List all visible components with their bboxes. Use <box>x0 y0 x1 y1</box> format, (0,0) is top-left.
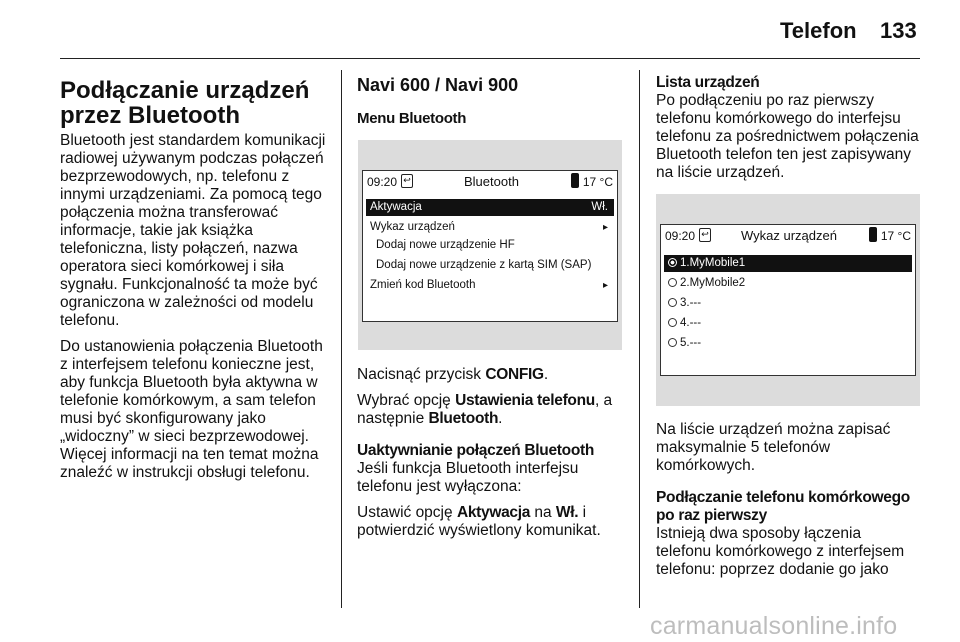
menu-item-change-code[interactable] <box>366 277 614 294</box>
heading-device-list: Lista urządzeń <box>656 74 760 91</box>
watermark: carmanualsonline.info <box>650 612 898 640</box>
menu-item-label: Dodaj nowe urządzenie HF <box>376 239 515 251</box>
screen-title: Wykaz urządzeń <box>741 228 837 243</box>
screenshot-device-list <box>656 194 920 406</box>
column-divider-2 <box>639 70 640 608</box>
heading-bluetooth-connection: Podłączanie urządzeń przez Bluetooth <box>60 77 310 129</box>
paragraph: Bluetooth jest standardem komunikacji radiowej używanym podczas połączeń bezprzewodowych, np. telefonu z innymi urządzeniami. Za pomocą tego połączenia można transferować informacje, takie jak książka telefoniczna, listy połączeń, nazwa operatora sieci komórkowej i siła sygnału. Funkcjonalność ta może być ograniczona w zależności od modelu telefonu. <box>60 132 326 329</box>
menu-item-add-hf[interactable] <box>372 237 614 254</box>
menu-item-label: Wykaz urządzeń <box>370 221 455 233</box>
paragraph: Nacisnąć przycisk CONFIG. <box>357 366 549 383</box>
heading-navi: Navi 600 / Navi 900 <box>357 75 519 95</box>
column-2-lower <box>357 366 629 548</box>
menu-item-add-sap[interactable] <box>372 257 614 274</box>
display-panel <box>660 224 916 376</box>
device-label: 2.MyMobile2 <box>680 277 746 289</box>
device-label: 4.--- <box>680 317 702 329</box>
radio-selected-icon <box>668 258 677 267</box>
column-2 <box>357 74 629 144</box>
chevron-right-icon: ▸ <box>602 280 608 291</box>
section-title: Telefon <box>780 18 857 43</box>
heading-activate-bluetooth: Uaktywnianie połączeń Bluetooth <box>357 442 595 459</box>
temperature: 17 °C <box>880 229 911 243</box>
config-button-label: CONFIG <box>485 366 544 383</box>
radio-icon <box>668 278 677 287</box>
radio-icon <box>668 298 677 307</box>
display-panel <box>362 170 618 322</box>
heading-first-connection: Podłączanie telefonu komórkowego po raz pierwszy <box>656 489 910 524</box>
radio-icon <box>668 318 677 327</box>
status-bar <box>661 225 915 247</box>
thermometer-icon <box>571 173 579 188</box>
menu-item-value: Wł. <box>591 201 608 213</box>
page-header <box>0 0 960 60</box>
subheading-menu-bluetooth: Menu Bluetooth <box>357 110 467 127</box>
device-label: 5.--- <box>680 337 702 349</box>
page-number: 133 <box>880 18 917 43</box>
paragraph: Ustawić opcję Aktywacja na Wł. i potwierdzić wyświetlony komunikat. <box>357 504 601 539</box>
device-item[interactable] <box>664 335 912 352</box>
paragraph: Istnieją dwa sposoby łączenia telefonu komórkowego z interfejsem telefonu: poprzez dodanie go jako <box>656 525 905 578</box>
screen-title: Bluetooth <box>464 174 519 189</box>
paragraph: Po podłączeniu po raz pierwszy telefonu komórkowego do interfejsu telefonu za pośrednictwem połączenia Bluetooth telefon ten jest zapisywany na liście urządzeń. <box>656 92 919 181</box>
thermometer-icon <box>869 227 877 242</box>
back-arrow-icon: ↩ <box>401 174 413 188</box>
menu-item-label: Aktywacja <box>370 201 422 213</box>
menu-item-aktywacja[interactable] <box>366 199 614 216</box>
screenshot-bluetooth-menu <box>358 140 622 350</box>
temperature: 17 °C <box>582 175 613 189</box>
paragraph: Jeśli funkcja Bluetooth interfejsu telefonu jest wyłączona: <box>357 460 579 495</box>
radio-icon <box>668 338 677 347</box>
chevron-right-icon: ▸ <box>602 222 608 233</box>
device-label: 3.--- <box>680 297 702 309</box>
column-divider-1 <box>341 70 342 608</box>
clock: 09:20 <box>665 229 696 243</box>
column-3-lower <box>656 421 920 587</box>
column-1 <box>60 74 330 490</box>
device-label: 1.MyMobile1 <box>680 257 746 269</box>
device-item[interactable] <box>664 275 912 292</box>
device-item[interactable] <box>664 315 912 332</box>
menu-item-label: Dodaj nowe urządzenie z kartą SIM (SAP) <box>376 259 592 271</box>
paragraph: Wybrać opcję Ustawienia telefonu, a następnie Bluetooth. <box>357 392 613 427</box>
header-rule <box>60 58 920 59</box>
menu-item-label: Zmień kod Bluetooth <box>370 279 476 291</box>
status-bar <box>363 171 617 193</box>
back-arrow-icon: ↩ <box>699 228 711 242</box>
device-item[interactable] <box>664 295 912 312</box>
device-item[interactable] <box>664 255 912 272</box>
clock: 09:20 <box>367 175 398 189</box>
paragraph: Na liście urządzeń można zapisać maksymalnie 5 telefonów komórkowych. <box>656 421 891 474</box>
paragraph: Do ustanowienia połączenia Bluetooth z interfejsem telefonu konieczne jest, aby funkcja Bluetooth była aktywna w telefonie komórkowym, a sam telefon musi być skonfigurowany jako „widoczny” w sieci bezprzewodowej. Więcej informacji na ten temat można znaleźć w instrukcji obsługi telefonu. <box>60 338 323 481</box>
menu-item-wykaz[interactable] <box>366 219 614 236</box>
column-3 <box>656 74 920 190</box>
